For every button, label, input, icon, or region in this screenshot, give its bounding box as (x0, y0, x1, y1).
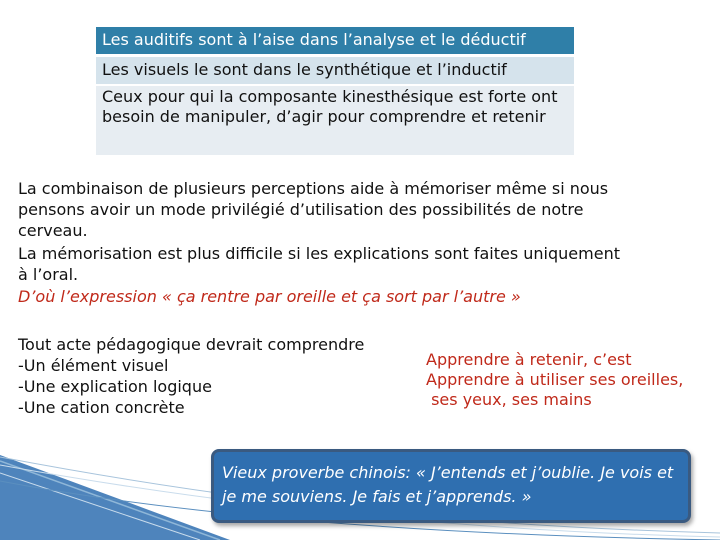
note-line: Apprendre à retenir, c’est (426, 350, 632, 369)
table-row-kinesthesique (96, 86, 574, 155)
list-item: -Une cation concrète (18, 398, 185, 417)
table-row-label: Ceux pour qui la composante kinesthésique est forte ont besoin de manipuler, d’agir pour comprendre et retenir (102, 87, 558, 126)
pedagogy-list (18, 334, 403, 418)
expression-quote: D’où l’expression « ça rentre par oreille et ça sort par l’autre » (18, 287, 521, 306)
paragraph-combinaison: La combinaison de plusieurs perceptions aide à mémoriser même si nous pensons avoir un mode privilégié d’utilisation des possibilités de notre cerveau. (18, 179, 609, 240)
list-item: -Un élément visuel (18, 356, 169, 375)
list-item: -Une explication logique (18, 377, 212, 396)
proverb-text: Vieux proverbe chinois: « J’entends et j’oublie. Je vois et je me souviens. Je fais et j’apprends. » (222, 463, 674, 506)
note-line: ses yeux, ses mains (426, 390, 592, 409)
apprendre-note (426, 350, 716, 410)
table-row-visuels (96, 57, 574, 84)
note-line: Apprendre à utiliser ses oreilles, (426, 370, 684, 389)
paragraph-memorisation: La mémorisation est plus difficile si les explications sont faites uniquement à l’oral. (18, 244, 620, 284)
pedagogy-heading: Tout acte pédagogique devrait comprendre (18, 335, 365, 354)
table-row-label: Les visuels le sont dans le synthétique et l’inductif (102, 60, 507, 79)
table-row-auditifs (96, 27, 574, 54)
table-row-label: Les auditifs sont à l’aise dans l’analyse et le déductif (102, 30, 526, 49)
